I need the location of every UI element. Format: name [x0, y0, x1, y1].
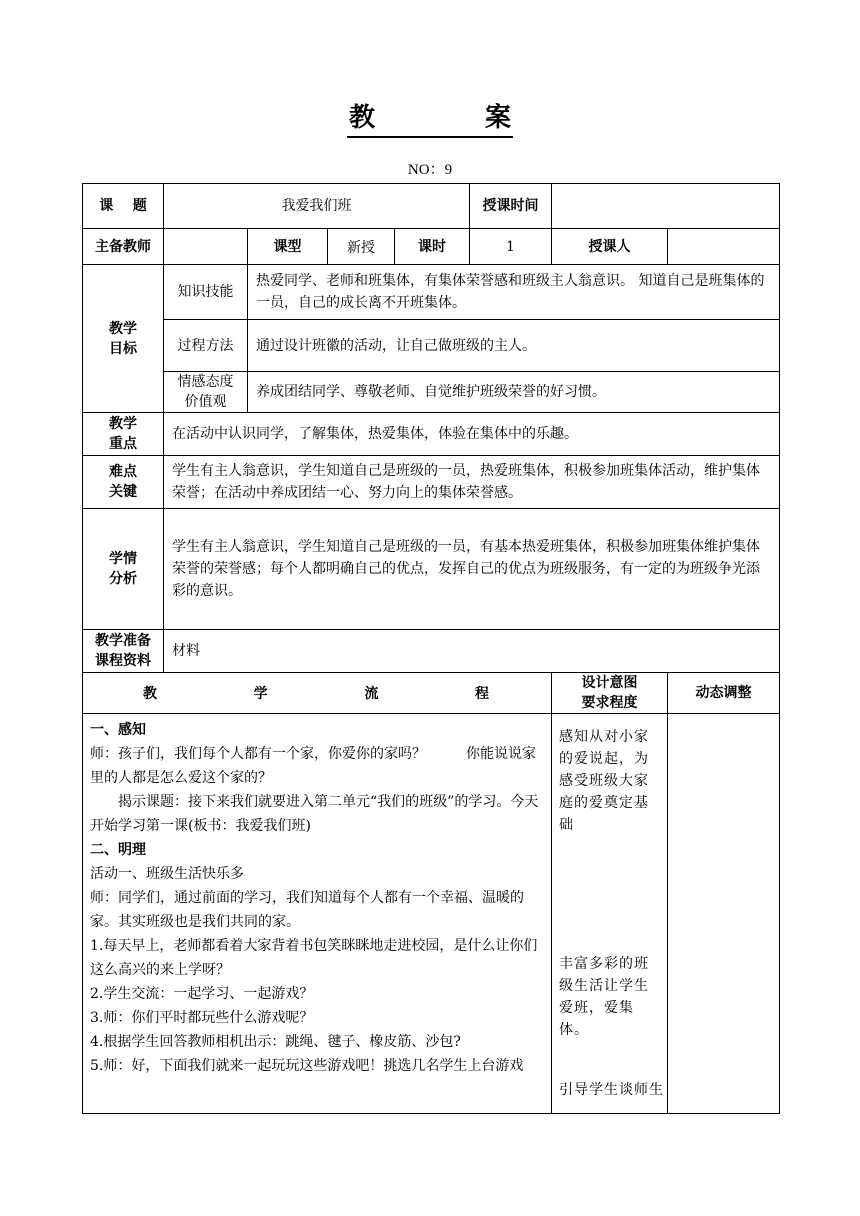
teacher-value: [164, 229, 248, 265]
flow-body-row: [83, 714, 780, 1114]
page-title-underline: [347, 100, 513, 138]
analysis-row: [83, 509, 780, 630]
resources-label: 教学准备 课程资料: [83, 630, 164, 673]
process-step: 1.每天早上，老师都看着大家背着书包笑眯眯地走进校园，是什么让你们这么高兴的来上学呀？: [90, 938, 538, 978]
section-title-perceive: 一、感知: [90, 722, 146, 738]
process-step: 3.师：你们平时都玩些什么游戏呢？: [90, 1010, 314, 1026]
analysis-label: 学情 分析: [83, 509, 164, 630]
goal-knowledge-row: [83, 265, 780, 320]
process-paragraph: 揭示课题：接下来我们就要进入第二单元“我们的班级”的学习。今天开始学习第一课(板书：我爱我们班): [90, 794, 539, 834]
flow-char-2: 学: [253, 686, 268, 702]
process-step: 4.根据学生回答教师相机出示：跳绳、毽子、橡皮筋、沙包?: [90, 1034, 461, 1050]
goal-emotion-row: [83, 372, 780, 413]
process-content: [83, 714, 552, 1114]
teacher-row: [83, 229, 780, 265]
process-step: 5.师：好，下面我们就来一起玩玩这些游戏吧！挑选几名学生上台游戏: [90, 1058, 524, 1074]
analysis-text: 学生有主人翁意识，学生知道自己是班级的一员，有基本热爱班集体，积极参加班集体维护集体荣誉的荣誉感；每个人都明确自己的优点，发挥自己的优点为班级服务，有一定的为班级争光添彩的意识。: [164, 509, 780, 630]
topic-row: [83, 184, 780, 229]
focus-row: [83, 413, 780, 456]
difficulty-label: 难点 关键: [83, 456, 164, 509]
hours-label: 课时: [395, 229, 470, 265]
intent-note: 感知从对小家的爱说起，为感受班级大家庭的爱奠定基础: [559, 729, 649, 833]
flow-char-1: 教: [143, 686, 157, 702]
topic-value: 我爱我们班: [164, 184, 470, 229]
topic-label: 课 题: [83, 184, 164, 229]
process-paragraph: 师：同学们，通过前面的学习，我们知道每个人都有一个幸福、温暖的家。其实班级也是我们共同的家。: [90, 890, 524, 930]
title-left-char: 教: [348, 103, 375, 133]
flow-header: [83, 673, 552, 714]
intent-content: [552, 714, 668, 1114]
process-method-label: 过程方法: [164, 320, 248, 372]
process-paragraph: 师：孩子们，我们每个人都有一个家，你爱你的家吗？ 你能说说家里的人都是怎么爱这个家的？: [90, 746, 537, 786]
focus-label: 教学 重点: [83, 413, 164, 456]
emotion-label: 情感态度 价值观: [164, 372, 248, 413]
flow-char-3: 流: [364, 686, 379, 702]
teacher-label: 主备教师: [83, 229, 164, 265]
process-step: 2.学生交流：一起学习、一起游戏？: [90, 986, 314, 1002]
process-method-text: 通过设计班徽的活动，让自己做班级的主人。: [248, 320, 780, 372]
document-number: NO：9: [407, 162, 453, 178]
time-value: [552, 184, 780, 229]
resources-text: 材料: [164, 630, 780, 673]
intent-note: 丰富多彩的班级生活让学生爱班，爱集体。: [559, 956, 649, 1038]
lesson-plan-table: [82, 183, 780, 1114]
section-title-reason: 二、明理: [90, 842, 146, 858]
goal-process-row: [83, 320, 780, 372]
type-value: 新授: [328, 229, 395, 265]
goals-label: 教学 目标: [83, 265, 164, 413]
adjust-header: 动态调整: [668, 673, 780, 714]
difficulty-text: 学生有主人翁意识，学生知道自己是班级的一员，热爱班集体，积极参加班集体活动，维护集体荣誉；在活动中养成团结一心、努力向上的集体荣誉感。: [164, 456, 780, 509]
flow-header-row: [83, 673, 780, 714]
adjust-content: [668, 714, 780, 1114]
emotion-text: 养成团结同学、尊敬老师、自觉维护班级荣誉的好习惯。: [248, 372, 780, 413]
time-label: 授课时间: [470, 184, 552, 229]
hours-value: 1: [470, 229, 552, 265]
flow-char-4: 程: [474, 686, 489, 702]
focus-text: 在活动中认识同学，了解集体，热爱集体，体验在集体中的乐趣。: [164, 413, 780, 456]
type-label: 课型: [248, 229, 328, 265]
resources-row: [83, 630, 780, 673]
lecturer-value: [668, 229, 780, 265]
lecturer-label: 授课人: [552, 229, 668, 265]
difficulty-row: [83, 456, 780, 509]
page-title: [0, 100, 860, 138]
intent-note: 引导学生谈师生: [559, 1082, 664, 1098]
activity-title: 活动一、班级生活快乐多: [90, 866, 244, 882]
knowledge-label: 知识技能: [164, 265, 248, 320]
intent-header: 设计意图 要求程度: [552, 673, 668, 714]
knowledge-text: 热爱同学、老师和班集体，有集体荣誉感和班级主人翁意识。 知道自己是班集体的一员，自己的成长离不开班集体。: [248, 265, 780, 320]
title-right-char: 案: [485, 103, 512, 133]
